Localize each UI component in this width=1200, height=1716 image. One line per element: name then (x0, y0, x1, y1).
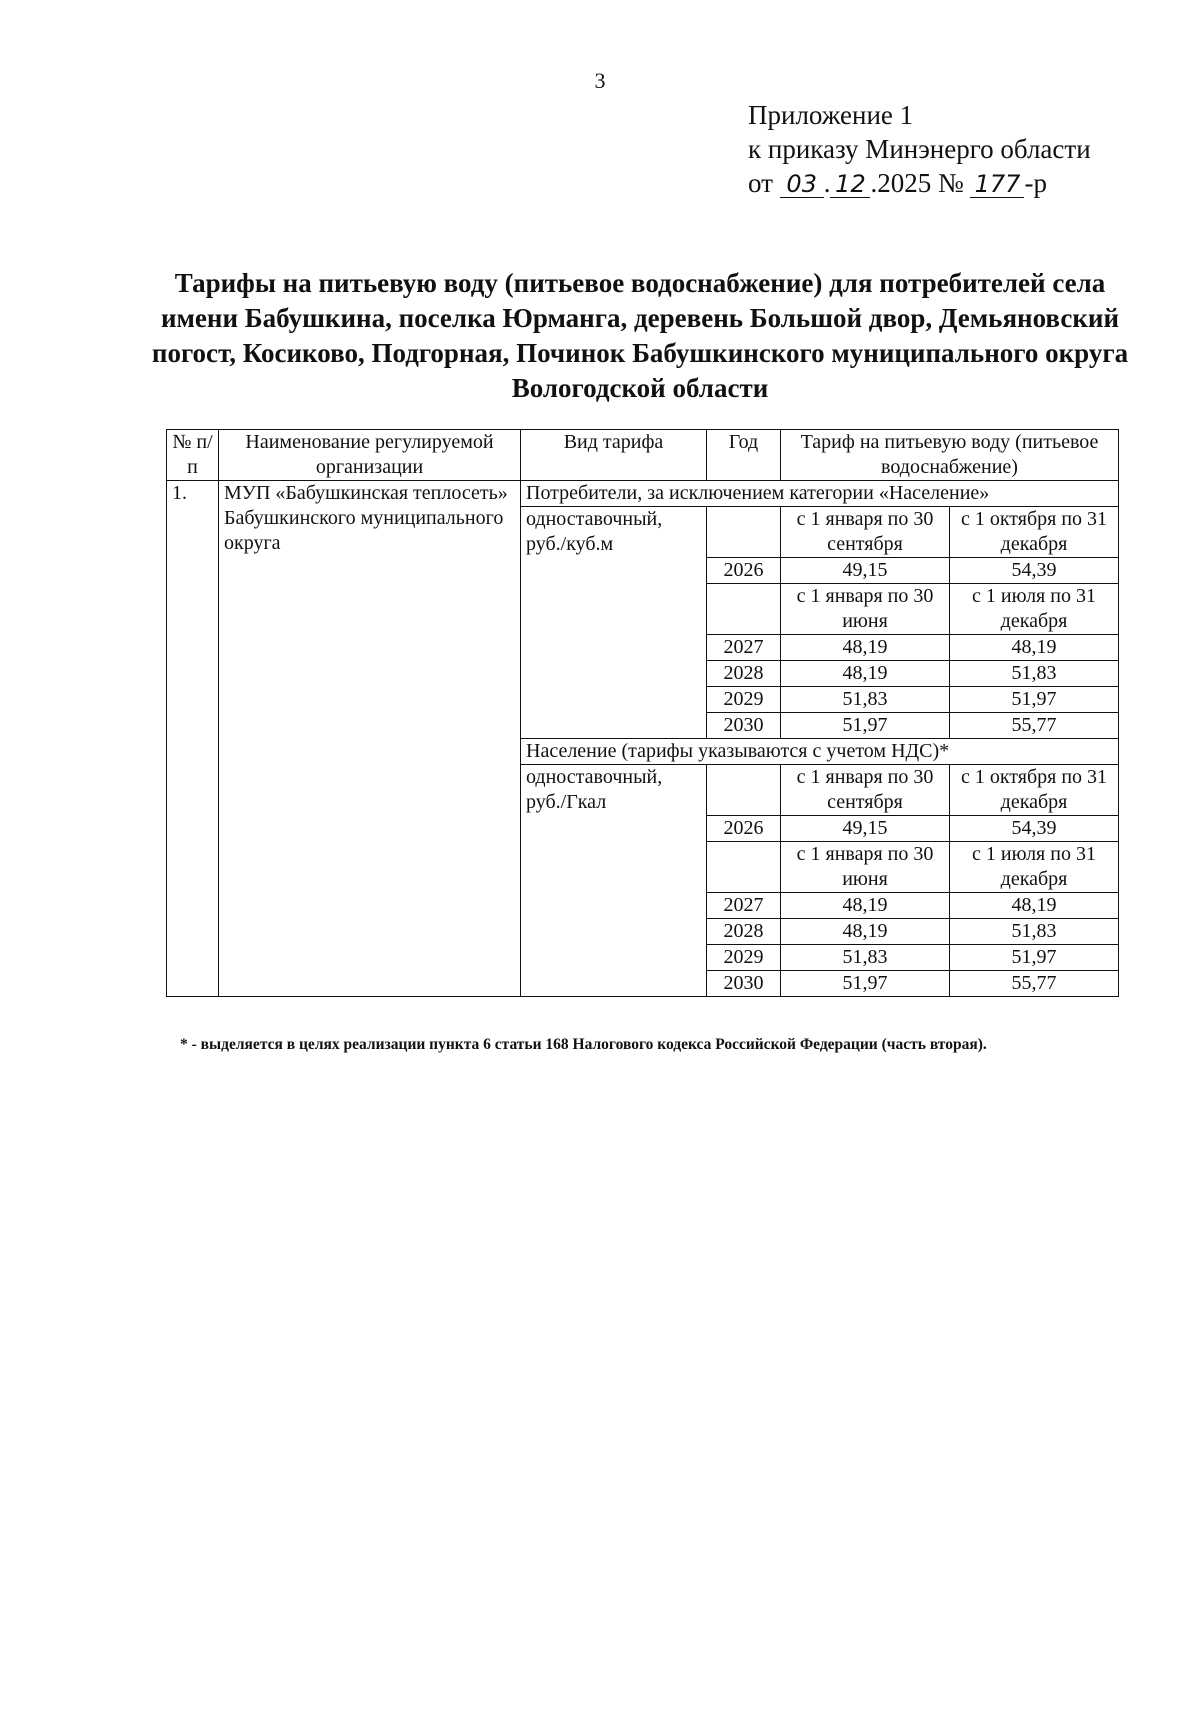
value-cell: 51,83 (950, 661, 1119, 687)
period-cell: с 1 июля по 31 декабря (950, 584, 1119, 635)
period-cell: с 1 октября по 31 декабря (950, 507, 1119, 558)
value-cell: 51,83 (781, 687, 950, 713)
value-cell: 51,83 (781, 945, 950, 971)
year-cell (707, 507, 781, 558)
value-cell: 51,97 (950, 687, 1119, 713)
header-year: Год (707, 430, 781, 481)
value-cell: 51,97 (950, 945, 1119, 971)
appendix-line-2: к приказу Минэнерго области (748, 134, 1091, 164)
appendix-line-1: Приложение 1 (748, 100, 914, 130)
value-cell: 48,19 (781, 661, 950, 687)
appendix-block (748, 98, 1091, 200)
year-cell: 2027 (707, 893, 781, 919)
period-cell: с 1 октября по 31 декабря (950, 765, 1119, 816)
header-org: Наименование регулируемой организации (219, 430, 521, 481)
year-cell: 2027 (707, 635, 781, 661)
value-cell: 55,77 (950, 713, 1119, 739)
header-num: № п/п (167, 430, 219, 481)
tariff-table (166, 429, 1119, 997)
category-label: Население (тарифы указываются с учетом НДС)* (521, 739, 1119, 765)
organization-name: МУП «Бабушкинская теплосеть» Бабушкинского муниципального округа (219, 481, 521, 997)
order-suffix: -р (1024, 168, 1047, 198)
year-cell: 2028 (707, 919, 781, 945)
header-type: Вид тарифа (521, 430, 707, 481)
order-year-text: .2025 № (870, 168, 964, 198)
year-cell: 2026 (707, 558, 781, 584)
year-cell (707, 584, 781, 635)
value-cell: 51,83 (950, 919, 1119, 945)
year-cell: 2030 (707, 971, 781, 997)
value-cell: 48,19 (781, 893, 950, 919)
tariff-type: одноставочный, руб./Гкал (521, 765, 707, 997)
value-cell: 51,97 (781, 971, 950, 997)
header-tariff: Тариф на питьевую воду (питьевое водоснабжение) (781, 430, 1119, 481)
value-cell: 54,39 (950, 558, 1119, 584)
value-cell: 55,77 (950, 971, 1119, 997)
page-number: 3 (594, 68, 606, 93)
year-cell: 2028 (707, 661, 781, 687)
year-cell (707, 842, 781, 893)
category-label: Потребители, за исключением категории «Население» (521, 481, 1119, 507)
period-cell: с 1 января по 30 сентября (781, 507, 950, 558)
appendix-order-line: от 03 . 12 .2025 № 177 -р (748, 168, 1047, 198)
year-cell (707, 765, 781, 816)
period-cell: с 1 января по 30 сентября (781, 765, 950, 816)
order-number-handwritten: 177 (970, 171, 1024, 198)
order-month-handwritten: 12 (830, 171, 870, 198)
period-cell: с 1 января по 30 июня (781, 584, 950, 635)
value-cell: 49,15 (781, 816, 950, 842)
year-cell: 2030 (707, 713, 781, 739)
period-cell: с 1 июля по 31 декабря (950, 842, 1119, 893)
value-cell: 48,19 (781, 635, 950, 661)
value-cell: 49,15 (781, 558, 950, 584)
period-cell: с 1 января по 30 июня (781, 842, 950, 893)
value-cell: 48,19 (950, 893, 1119, 919)
value-cell: 51,97 (781, 713, 950, 739)
table-header-row (167, 430, 1119, 481)
value-cell: 48,19 (781, 919, 950, 945)
row-number: 1. (167, 481, 219, 997)
table-row (167, 481, 1119, 507)
value-cell: 48,19 (950, 635, 1119, 661)
order-day-handwritten: 03 (780, 171, 824, 198)
footnote: * - выделяется в целях реализации пункта 6 статьи 168 Налогового кодекса Российской Федерации (часть вторая). (180, 1036, 987, 1053)
year-cell: 2026 (707, 816, 781, 842)
year-cell: 2029 (707, 945, 781, 971)
year-cell: 2029 (707, 687, 781, 713)
document-title: Тарифы на питьевую воду (питьевое водоснабжение) для потребителей села имени Бабушкина, поселка Юрманга, деревень Большой двор, Демьяновский погост, Косиково, Подгорная, Починок Бабушкинского муниципального округа Вологодской области (151, 268, 1129, 403)
tariff-type: одноставочный, руб./куб.м (521, 507, 707, 739)
value-cell: 54,39 (950, 816, 1119, 842)
appendix-from-prefix: от (748, 168, 773, 198)
